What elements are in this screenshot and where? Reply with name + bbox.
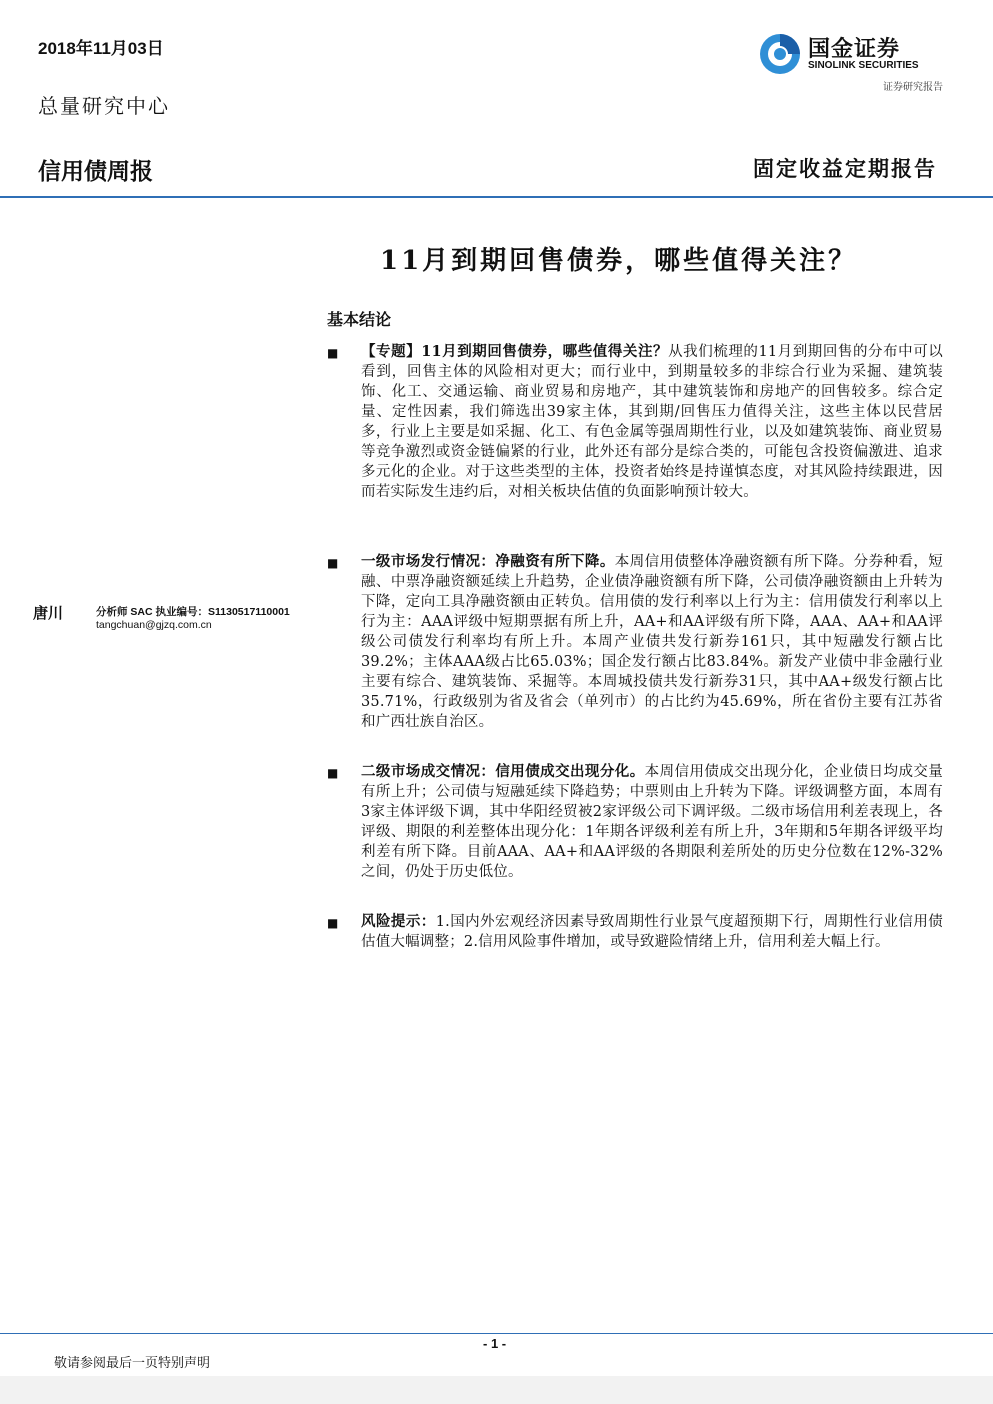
report-category: 证券研究报告	[883, 82, 943, 93]
conclusion-lead: 【专题】11月到期回售债券，哪些值得关注？	[361, 343, 669, 360]
bullet-icon: ■	[327, 346, 339, 360]
analyst-name: 唐川	[33, 604, 64, 622]
bullet-icon: ■	[327, 766, 339, 780]
logo-chinese-name: 国金证券	[808, 37, 901, 62]
analyst-email: tangchuan@gjzq.com.cn	[96, 619, 212, 631]
report-date: 2018年11月03日	[38, 39, 164, 58]
section-heading: 基本结论	[327, 310, 392, 329]
company-logo	[758, 30, 943, 78]
conclusion-lead: 一级市场发行情况：净融资有所下降。	[361, 553, 615, 570]
report-type-label: 固定收益定期报告	[753, 156, 937, 181]
conclusion-paragraph	[361, 552, 943, 732]
report-series-title: 信用债周报	[38, 159, 153, 185]
analyst-info	[96, 606, 290, 632]
page-title: 11月到期回售债券，哪些值得关注？	[380, 246, 858, 276]
page-number: - 1 -	[483, 1336, 507, 1351]
conclusion-body: 从我们梳理的11月到期回售的分布中可以看到，回售主体的风险相对更大；而行业中，到期量较多的非综合行业为采掘、建筑装饰、化工、交通运输、商业贸易和房地产，其中建筑装饰和房地产的回售较多。综合定量、定性因素，我们筛选出39家主体，其到期/回售压力值得关注，这些主体以民营居多，行业上主要是如采掘、化工、有色金属等强周期性行业，以及如建筑装饰、商业贸易等竞争激烈或资金链偏紧的行业，此外还有部分是综合类的，可能包含投资偏激进、追求多元化的企业。对于这些类型的主体，投资者始终是持谨慎态度，对其风险持续跟进，因而若实际发生违约后，对相关板块估值的负面影响预计较大。	[361, 344, 943, 500]
conclusion-paragraph	[361, 342, 943, 502]
footer-band	[0, 1376, 993, 1404]
logo-english-name: SINOLINK SECURITIES	[808, 60, 919, 71]
conclusion-body: 1.国内外宏观经济因素导致周期性行业景气度超预期下行，周期性行业信用债估值大幅调整；2.信用风险事件增加，或导致避险情绪上升，信用利差大幅上行。	[361, 914, 944, 950]
conclusion-body: 本周信用债成交出现分化，企业债日均成交量有所上升；公司债与短融延续下降趋势；中票则由上升转为下降。评级调整方面，本周有3家主体评级下调，其中华阳经贸被2家评级公司下调评级。二级市场信用利差表现上，各评级、期限的利差整体出现分化：1年期各评级利差有所上升，3年期和5年期各评级平均利差有所下降。目前AAA、AA+和AA评级的各期限利差所处的历史分位数在12%-32%之间，仍处于历史低位。	[361, 764, 943, 880]
bullet-icon: ■	[327, 916, 339, 930]
footer-divider	[0, 1333, 993, 1334]
conclusion-lead: 二级市场成交情况：信用债成交出现分化。	[361, 763, 645, 780]
research-center: 总量研究中心	[38, 94, 170, 118]
header-divider	[0, 196, 993, 198]
conclusion-lead: 风险提示：	[361, 913, 436, 930]
conclusion-body: 本周信用债整体净融资额有所下降。分券种看，短融、中票净融资额延续上升趋势，企业债净融资额有所下降，公司债净融资额由上升转为下降，定向工具净融资额由正转负。信用债的发行利率以上行为主：信用债发行利率以上行为主：AAA评级中短期票据有所上升，AA+和AA评级有所下降，AAA、AA+和AA评级公司债发行利率均有所上升。本周产业债共发行新券161只，其中短融发行额占比39.2%；主体AAA级占比65.03%；国企发行额占比83.84%。新发产业债中非金融行业主要有综合、建筑装饰、采掘等。本周城投债共发行新券31只，其中AA+级发行额占比35.71%，行政级别为省及省会（单列市）的占比约为45.69%，所在省份主要有江苏省和广西壮族自治区。	[361, 554, 943, 730]
bullet-icon: ■	[327, 556, 339, 570]
conclusion-paragraph	[361, 912, 943, 952]
analyst-role: 分析师 SAC 执业编号：S1130517110001	[96, 606, 290, 618]
disclaimer-note: 敬请参阅最后一页特别声明	[54, 1356, 211, 1371]
logo-mark-icon	[758, 32, 802, 76]
conclusion-paragraph	[361, 762, 943, 882]
